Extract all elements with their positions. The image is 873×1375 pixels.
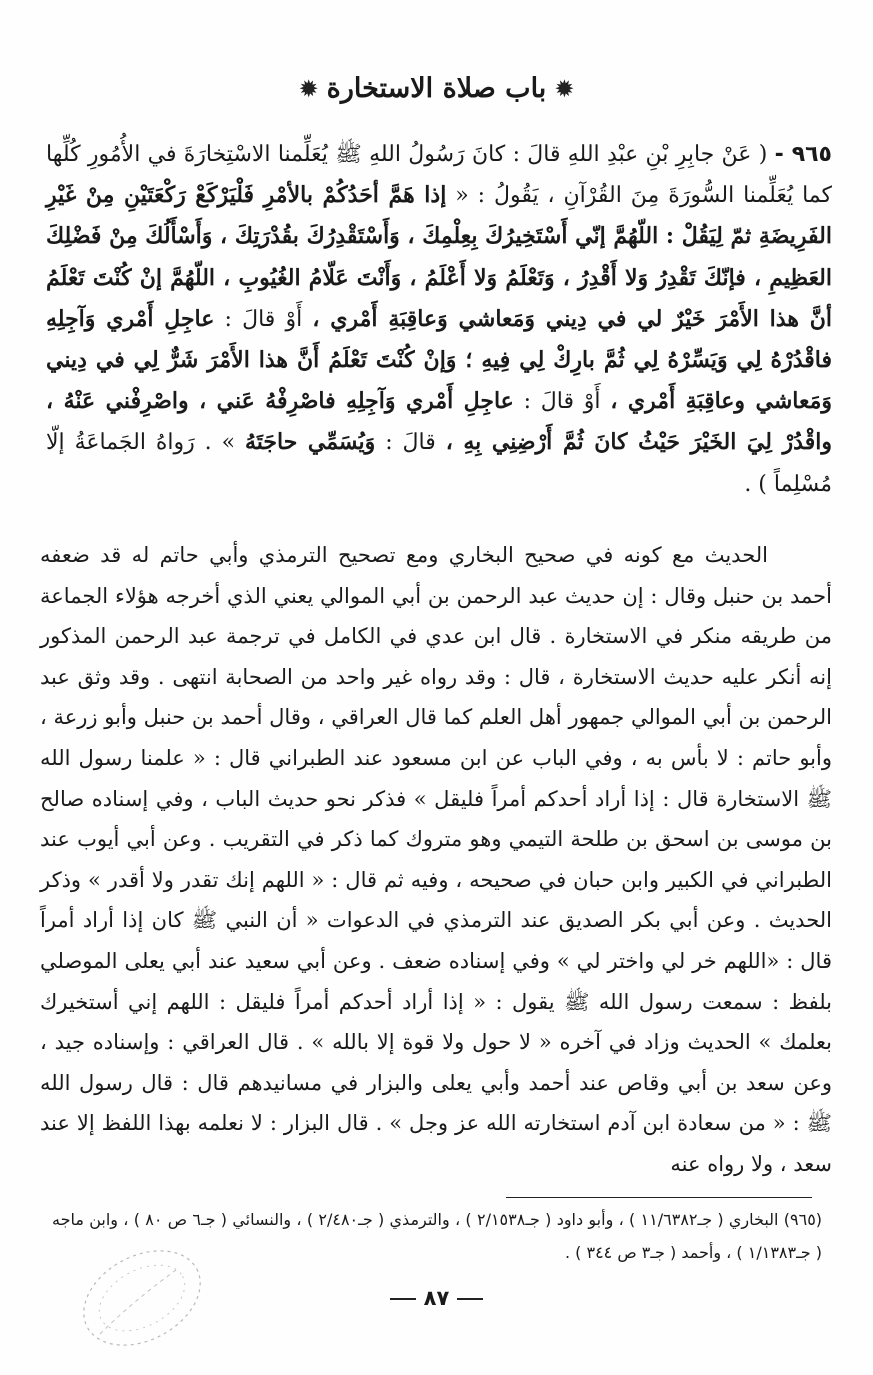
hadith-intro: ( عَنْ جابِرِ بْنِ عبْدِ اللهِ قالَ : كانَ رَسُولُ اللهِ ﷺ يُعَلِّمنا الاسْتِخارَةَ في الأُمُورِ كُلِّها كما يُعَلِّمنا السُّورَةَ مِنَ القُرْآنِ ، يَقُولُ : « bbox=[46, 142, 832, 209]
page-number bbox=[0, 1286, 873, 1310]
star-ornament-icon: ✹ bbox=[554, 75, 575, 103]
star-ornament-icon: ✹ bbox=[298, 75, 319, 103]
hadith-text bbox=[46, 134, 832, 505]
page-number-text: ٨٧ bbox=[423, 1286, 450, 1310]
hadith-narrator-note-1: أَوْ قالَ : bbox=[214, 306, 313, 332]
hadith-narrator-note-3: قالَ : bbox=[375, 430, 446, 456]
commentary-body bbox=[40, 535, 832, 1185]
hadith-outro: » . رَواهُ الجَماعَةُ إلّا مُسْلِماً ) . bbox=[46, 430, 832, 497]
page-number-dash bbox=[390, 1298, 416, 1300]
footnote-divider bbox=[506, 1197, 812, 1198]
hadith-matn-part-2: عاجِلِ أَمْري وَآجِلِهِ فاقْدُرْهُ لِي وَيَسِّرْهُ لِي ثُمَّ بارِكْ لِي فِيهِ ؛ وَإنْ كُنْتَ تَعْلَمُ أَنَّ هذا الأَمْرَ شَرٌّ لِي في دِيني وَمَعاشي وعاقِبَةِ أَمْري ، bbox=[46, 305, 833, 415]
chapter-title-text: باب صلاة الاستخارة bbox=[326, 73, 547, 104]
hadith-matn-part-1: إذا هَمَّ أحَدُكُمْ بالأمْرِ فَلْيَرْكَعْ رَكْعَتَيْنِ مِنْ غَيْرِ الفَرِيضَةِ ثمّ لِيَقُلْ : اللّهُمَّ إنّي أَسْتَخِيرُكَ بِعِلْمِكَ ، وَأَسْتَقْدِرُكَ بقُدْرَتِكَ ، وَأَسْأَلُكَ مِنْ فَضْلِكَ العَظِيمِ ، فإنّكَ تَقْدِرُ وَلا أَقْدِرُ ، وَتَعْلَمُ وَلا أَعْلَمُ ، وَأَنْتَ عَلّامُ الغُيُوبِ ، اللّهُمَّ إنْ كُنْتَ تَعْلَمُ أنَّ هذا الأَمْرَ خَيْرٌ لي في دِيني وَمَعاشي وَعاقِبَةِ أَمْري ، bbox=[46, 182, 833, 332]
page-number-dash bbox=[457, 1298, 483, 1300]
hadith-matn-part-4: وَيُسَمِّي حاجَتَهُ bbox=[244, 429, 376, 456]
hadith-narrator-note-2: أَوْ قالَ : bbox=[513, 389, 611, 415]
commentary-paragraph: الحديث مع كونه في صحيح البخاري ومع تصحيح الترمذي وأبي حاتم له قد ضعفه أحمد بن حنبل وقال : إن حديث عبد الرحمن بن أبي الموالي يعني الذي أخرجه هؤلاء الجماعة من طريقه منكر في الاستخارة . قال ابن عدي في الكامل في ترجمة عبد الرحمن المذكور إنه أنكر عليه حديث الاستخارة ، قال : وقد رواه غير واحد من الصحابة انتهى . وقد وثق عبد الرحمن بن أبي الموالي جمهور أهل العلم كما قال العراقي ، وقال أحمد بن حنبل وأبو زرعة ، وأبو حاتم : لا بأس به ، وفي الباب عن ابن مسعود عند الطبراني قال : « علمنا رسول الله ﷺ الاستخارة قال : إذا أراد أحدكم أمراً فليقل » فذكر نحو حديث الباب ، وفي إسناده صالح بن موسى بن اسحق بن طلحة التيمي وهو متروك كما ذكر في التقريب . وعن أبي أيوب عند الطبراني في الكبير وابن حبان في صحيحه ، وفيه ثم قال : « اللهم إنك تقدر ولا أقدر » وذكر الحديث . وعن أبي بكر الصديق عند الترمذي في الدعوات « أن النبي ﷺ كان إذا أراد أمراً قال : «اللهم خر لي واختر لي » وفي إسناده ضعف . وعن أبي سعيد عند أبي يعلى الموصلي بلفظ : سمعت رسول الله ﷺ يقول : « إذا أراد أحدكم أمراً فليقل : اللهم إني أستخيرك بعلمك » الحديث وزاد في آخره « لا حول ولا قوة إلا بالله » . قال العراقي : وإسناده جيد ، وعن سعد بن أبي وقاص عند أحمد وأبي يعلى والبزار في مسانيدهم قال : قال رسول الله ﷺ : « من سعادة ابن آدم استخارته الله عز وجل » . قال البزار : لا نعلمه بهذا اللفظ إلا عند سعد ، ولا رواه عنه bbox=[40, 543, 832, 1176]
hadith-matn-part-3: عاجِلِ أَمْري وَآجِلِهِ فاصْرِفْهُ عَني ، واصْرِفْني عَنْهُ ، واقْدُرْ لِيَ الخَيْرَ حَيْثُ كانَ ثُمَّ أَرْضِنِي بِهِ ، bbox=[46, 388, 832, 456]
footnote: (٩٦٥) البخاري ( جـ١١/٦٣٨٢ ) ، وأبو داود ( جـ٢/١٥٣٨ ) ، والترمذي ( جـ٢/٤٨٠ ) ، والنسائي ( جـ٦ ص ٨٠ ) ، وابن ماجه ( جـ١/١٣٨٣ ) ، وأحمد ( جـ٣ ص ٣٤٤ ) . bbox=[52, 1210, 823, 1262]
chapter-title bbox=[0, 66, 873, 112]
hadith-number: ٩٦٥ - bbox=[774, 142, 832, 167]
